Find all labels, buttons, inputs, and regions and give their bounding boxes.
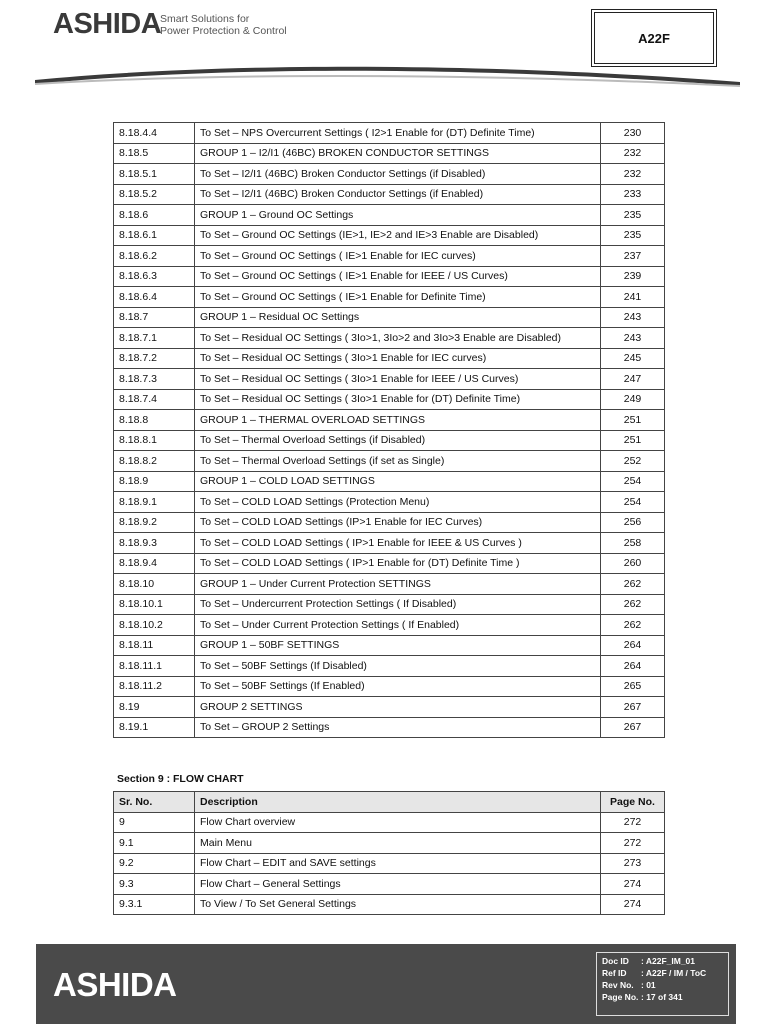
section-number: 9.2: [114, 853, 195, 874]
section-number: 8.18.5.2: [114, 184, 195, 205]
section-number: 8.18.6.2: [114, 246, 195, 267]
table-row: [114, 287, 665, 308]
section-description: To Set – GROUP 2 Settings: [195, 717, 601, 738]
section-title: Section 9 : FLOW CHART: [117, 773, 244, 785]
section-number: 8.18.9.2: [114, 512, 195, 533]
section-number: 8.19.1: [114, 717, 195, 738]
section-number: 8.18.11: [114, 635, 195, 656]
page-number: 241: [601, 287, 665, 308]
section-number: 8.18.11.2: [114, 676, 195, 697]
page-number: 254: [601, 492, 665, 513]
page-number: 267: [601, 717, 665, 738]
page-number: 254: [601, 471, 665, 492]
meta-value: : 17 of 341: [641, 992, 683, 1002]
section-number: 8.18.7.2: [114, 348, 195, 369]
page-number: 247: [601, 369, 665, 390]
section-number: 9.3: [114, 874, 195, 895]
table-row: [114, 697, 665, 718]
section-description: To Set – COLD LOAD Settings (IP>1 Enable for IEC Curves): [195, 512, 601, 533]
page-number: 265: [601, 676, 665, 697]
page-number: 230: [601, 123, 665, 144]
page-number: 256: [601, 512, 665, 533]
table-row: [114, 853, 665, 874]
section-number: 8.18.10.1: [114, 594, 195, 615]
section-number: 8.18.9.3: [114, 533, 195, 554]
section-description: To Set – I2/I1 (46BC) Broken Conductor Settings (if Enabled): [195, 184, 601, 205]
table-row: [114, 266, 665, 287]
page-number: 232: [601, 143, 665, 164]
section-number: 8.18.7.3: [114, 369, 195, 390]
table-row: [114, 533, 665, 554]
footer-logo: ASHIDA: [53, 966, 177, 1003]
section-number: 8.18.8: [114, 410, 195, 431]
section-description: GROUP 1 – Residual OC Settings: [195, 307, 601, 328]
section-description: To Set – Residual OC Settings ( 3Io>1 Enable for (DT) Definite Time): [195, 389, 601, 410]
meta-ref-id: [602, 967, 728, 979]
table-row: [114, 594, 665, 615]
table-row: [114, 874, 665, 895]
page-number: 252: [601, 451, 665, 472]
table-row: [114, 205, 665, 226]
page-number: 249: [601, 389, 665, 410]
section-number: 8.18.11.1: [114, 656, 195, 677]
page-number: 237: [601, 246, 665, 267]
page-number: 262: [601, 615, 665, 636]
meta-doc-id: [602, 955, 728, 967]
section-description: To Set – Residual OC Settings ( 3Io>1 Enable for IEC curves): [195, 348, 601, 369]
page-number: 260: [601, 553, 665, 574]
page-number: 264: [601, 635, 665, 656]
section-description: To Set – 50BF Settings (If Enabled): [195, 676, 601, 697]
section-description: GROUP 1 – THERMAL OVERLOAD SETTINGS: [195, 410, 601, 431]
toc-table: [113, 122, 665, 738]
company-logo: ASHIDA: [53, 8, 162, 40]
section-number: 8.18.8.1: [114, 430, 195, 451]
section-number: 8.18.7.1: [114, 328, 195, 349]
section-description: Main Menu: [195, 833, 601, 854]
section-description: To Set – Undercurrent Protection Settings ( If Disabled): [195, 594, 601, 615]
section-description: To Set – I2/I1 (46BC) Broken Conductor Settings (if Disabled): [195, 164, 601, 185]
section-number: 8.18.7: [114, 307, 195, 328]
section-description: GROUP 1 – Ground OC Settings: [195, 205, 601, 226]
meta-label: Rev No.: [602, 980, 634, 990]
column-header-page-no: Page No.: [601, 792, 665, 813]
flow-table-header-row: [114, 792, 665, 813]
column-header-description: Description: [195, 792, 601, 813]
section-number: 8.18.5: [114, 143, 195, 164]
section-description: To Set – Under Current Protection Settings ( If Enabled): [195, 615, 601, 636]
page-number: 264: [601, 656, 665, 677]
table-row: [114, 143, 665, 164]
section-description: Flow Chart overview: [195, 812, 601, 833]
section-number: 9: [114, 812, 195, 833]
section-description: To Set – Ground OC Settings ( IE>1 Enable for Definite Time): [195, 287, 601, 308]
section-description: GROUP 1 – I2/I1 (46BC) BROKEN CONDUCTOR SETTINGS: [195, 143, 601, 164]
page-number: 258: [601, 533, 665, 554]
table-row: [114, 717, 665, 738]
section-number: 8.18.6.1: [114, 225, 195, 246]
table-row: [114, 369, 665, 390]
section-description: To Set – Residual OC Settings ( 3Io>1, 3Io>2 and 3Io>3 Enable are Disabled): [195, 328, 601, 349]
meta-label: Ref ID: [602, 968, 627, 978]
page-number: 251: [601, 430, 665, 451]
table-row: [114, 451, 665, 472]
page-number: 262: [601, 594, 665, 615]
page-number: 262: [601, 574, 665, 595]
section-description: GROUP 1 – Under Current Protection SETTINGS: [195, 574, 601, 595]
table-row: [114, 615, 665, 636]
section-number: 8.18.4.4: [114, 123, 195, 144]
section-number: 8.18.8.2: [114, 451, 195, 472]
toc-table-body: [114, 123, 665, 738]
section-description: To Set – Residual OC Settings ( 3Io>1 Enable for IEEE / US Curves): [195, 369, 601, 390]
section-description: To Set – 50BF Settings (If Disabled): [195, 656, 601, 677]
page-number: 235: [601, 225, 665, 246]
table-row: [114, 574, 665, 595]
table-row: [114, 348, 665, 369]
section-number: 8.18.6.4: [114, 287, 195, 308]
section-description: To View / To Set General Settings: [195, 894, 601, 915]
table-row: [114, 635, 665, 656]
table-row: [114, 246, 665, 267]
section-description: To Set – COLD LOAD Settings (Protection Menu): [195, 492, 601, 513]
page-number: 267: [601, 697, 665, 718]
section-number: 8.18.10.2: [114, 615, 195, 636]
section-description: Flow Chart – General Settings: [195, 874, 601, 895]
section-number: 8.18.5.1: [114, 164, 195, 185]
section-number: 8.19: [114, 697, 195, 718]
section-number: 8.18.9.1: [114, 492, 195, 513]
section-description: GROUP 1 – COLD LOAD SETTINGS: [195, 471, 601, 492]
table-row: [114, 812, 665, 833]
section-description: To Set – Ground OC Settings ( IE>1 Enable for IEC curves): [195, 246, 601, 267]
section-description: To Set – Thermal Overload Settings (if set as Single): [195, 451, 601, 472]
document-meta-box: [596, 952, 729, 1016]
section-description: GROUP 2 SETTINGS: [195, 697, 601, 718]
meta-page-no: [602, 991, 728, 1003]
company-tagline: [160, 13, 287, 37]
meta-label: Page No.: [602, 992, 639, 1002]
table-row: [114, 833, 665, 854]
table-row: [114, 184, 665, 205]
page-number: 273: [601, 853, 665, 874]
column-header-sr-no: Sr. No.: [114, 792, 195, 813]
header-swoosh-divider: [0, 60, 768, 100]
section-description: To Set – COLD LOAD Settings ( IP>1 Enable for IEEE & US Curves ): [195, 533, 601, 554]
page-number: 243: [601, 307, 665, 328]
meta-rev-no: [602, 979, 728, 991]
page-number: 239: [601, 266, 665, 287]
table-row: [114, 894, 665, 915]
section-description: To Set – Thermal Overload Settings (if Disabled): [195, 430, 601, 451]
section-description: To Set – NPS Overcurrent Settings ( I2>1 Enable for (DT) Definite Time): [195, 123, 601, 144]
table-row: [114, 676, 665, 697]
page-number: 235: [601, 205, 665, 226]
table-row: [114, 328, 665, 349]
meta-label: Doc ID: [602, 956, 629, 966]
meta-value: : A22F / IM / ToC: [641, 968, 707, 978]
table-row: [114, 512, 665, 533]
meta-value: : A22F_IM_01: [641, 956, 696, 966]
table-row: [114, 471, 665, 492]
section-number: 8.18.9.4: [114, 553, 195, 574]
table-row: [114, 430, 665, 451]
document-code-box: [594, 12, 714, 64]
page-number: 243: [601, 328, 665, 349]
page-number: 232: [601, 164, 665, 185]
section-number: 9.3.1: [114, 894, 195, 915]
page-number: 274: [601, 874, 665, 895]
page-number: 272: [601, 833, 665, 854]
section-description: GROUP 1 – 50BF SETTINGS: [195, 635, 601, 656]
tagline-line-1: Smart Solutions for: [160, 13, 250, 25]
section-number: 8.18.6: [114, 205, 195, 226]
table-row: [114, 389, 665, 410]
tagline-line-2: Power Protection & Control: [160, 25, 287, 37]
table-row: [114, 553, 665, 574]
document-code: A22F: [638, 30, 670, 46]
flow-chart-table: [113, 791, 665, 915]
section-description: Flow Chart – EDIT and SAVE settings: [195, 853, 601, 874]
page-number: 251: [601, 410, 665, 431]
table-row: [114, 307, 665, 328]
flow-table-body: [114, 812, 665, 915]
section-description: To Set – Ground OC Settings ( IE>1 Enable for IEEE / US Curves): [195, 266, 601, 287]
section-number: 8.18.6.3: [114, 266, 195, 287]
section-number: 8.18.7.4: [114, 389, 195, 410]
section-description: To Set – Ground OC Settings (IE>1, IE>2 and IE>3 Enable are Disabled): [195, 225, 601, 246]
section-description: To Set – COLD LOAD Settings ( IP>1 Enable for (DT) Definite Time ): [195, 553, 601, 574]
table-row: [114, 225, 665, 246]
section-number: 9.1: [114, 833, 195, 854]
meta-value: : 01: [641, 980, 656, 990]
page-number: 272: [601, 812, 665, 833]
table-row: [114, 123, 665, 144]
section-number: 8.18.9: [114, 471, 195, 492]
table-row: [114, 410, 665, 431]
page-number: 245: [601, 348, 665, 369]
page-number: 233: [601, 184, 665, 205]
table-row: [114, 164, 665, 185]
table-row: [114, 492, 665, 513]
page-number: 274: [601, 894, 665, 915]
section-number: 8.18.10: [114, 574, 195, 595]
table-row: [114, 656, 665, 677]
page-footer: [36, 944, 736, 1024]
